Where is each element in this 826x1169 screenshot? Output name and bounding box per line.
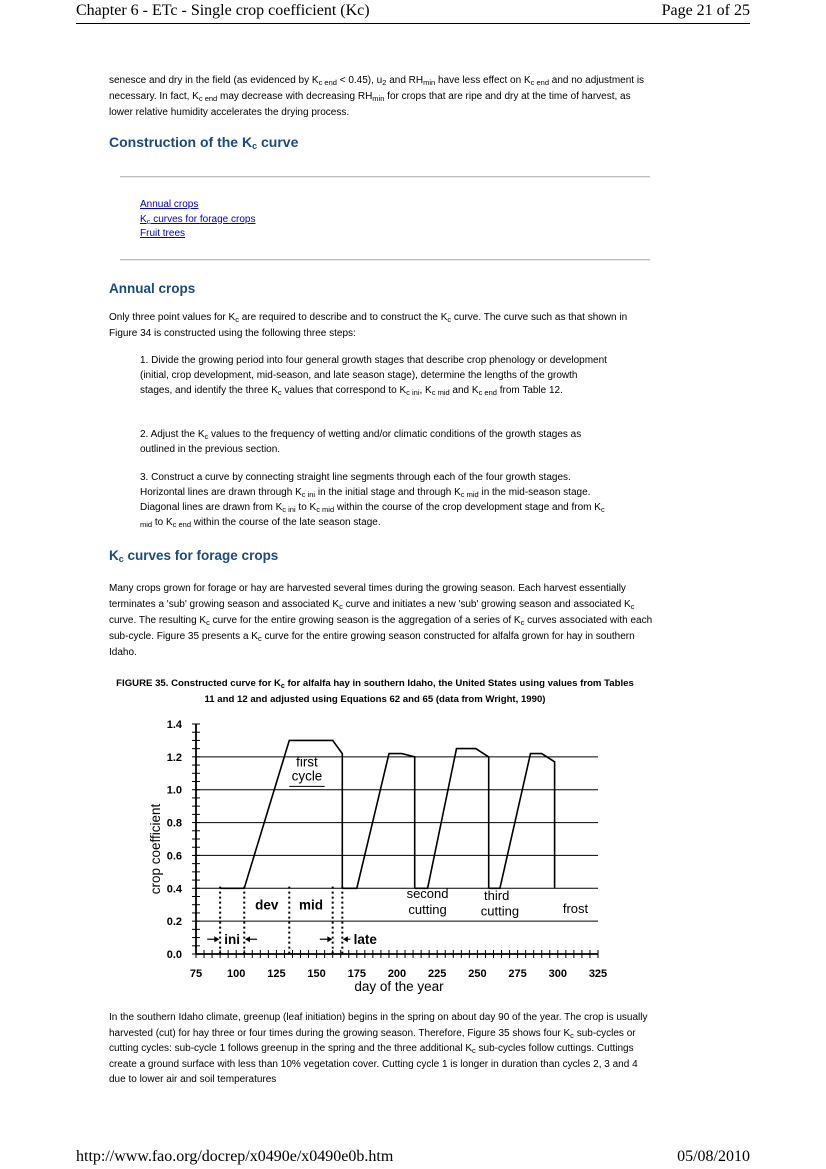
x-tick-label-9: 300 [548,968,567,980]
x-tick-label-3: 150 [307,968,326,980]
toc-link-fruit-trees[interactable]: Fruit trees [140,228,186,239]
late-arrowhead-left [327,936,332,942]
header-divider [76,23,750,24]
footer-date: 05/08/2010 [677,1148,750,1165]
toc-link-annual-crops[interactable]: Annual crops [140,199,199,210]
x-tick-label-10: 325 [588,968,608,980]
y-tick-label-4: 0.8 [166,817,182,830]
footer-url: http://www.fao.org/docrep/x0490e/x0490e0b.htm [76,1148,394,1165]
annotation-second-label: second [406,886,449,902]
y-axis-label: crop coefficient [148,803,163,895]
figure-caption: FIGURE 35. Constructed curve for $K_c$ for alfalfa hay in southern Idaho, the United States using values from Tables 11 and 12 and adjusted using Equations 62 and 65 (data from Wright, 1990) [116,678,634,705]
y-tick-label-7: 1.4 [166,719,182,731]
y-tick-label-3: 0.6 [166,850,182,863]
x-tick-label-5: 200 [387,968,407,980]
section-contents [140,198,255,242]
annotation-first-label: first [296,754,318,770]
annual-crops-heading: Annual crops [109,281,196,296]
x-tick-label-6: 225 [428,968,447,980]
section-rule-top [120,176,650,178]
series-2-line [342,754,414,889]
annotation-mid: mid [298,897,323,913]
annotation-cycle-label: cycle [291,768,323,784]
x-tick-label-0: 75 [189,968,203,980]
page-number: Page 21 of 25 [661,2,750,19]
annotation-frost: frost [562,900,589,916]
x-tick-label-8: 275 [508,968,527,980]
construction-heading: Construction of the $K_c$ curve [109,134,299,151]
forage-crops-heading: $K_c$ curves for forage crops [109,548,279,564]
x-axis-label: day of the year [354,979,444,994]
section-rule-bottom [120,259,650,261]
kc-curve-chart [140,714,620,1004]
closing-paragraph: In the southern Idaho climate, greenup (leaf initiation) begins in the spring on about day 90 of the year. The crop is usually harvested (cut) for hay three or four times during the growing season. Therefore, Figure 35 shows four $K_c$ sub-cycles or cutting cycles: sub-cycle 1 follows greenup in the spring and the three additional $K_c$ sub-cycles follow cuttings. Cuttings create a ground surface with less than 10% vegetation cover. Cutting cycle 1 is longer in duration than cycles 2, 3 and 4 due to lower air and soil temperatures [109,1012,648,1085]
x-tick-label-7: 250 [468,968,487,980]
y-tick-label-0: 0.0 [166,949,182,961]
y-tick-label-6: 1.2 [166,751,182,764]
annotation-ini: ini [224,932,241,948]
forage-crops-paragraph: Many crops grown for forage or hay are harvested several times during the growing season. Each harvest essentially terminates a 'sub' growing season and associated $K_c$ curve and initiates a new 'sub' growing season and associated $K_c$ curve. The resulting $K_c$ curve for the entire growing season is the aggregation of a series of $K_c$ curves associated with each sub-cycle. Figure 35 presents a $K_c$ curve for the entire growing season constructed for alfalfa grown for hay in southern Idaho. [109,583,653,658]
x-tick-label-2: 125 [267,968,286,980]
y-tick-label-5: 1.0 [166,784,182,797]
page-header-title: Chapter 6 - ETc - Single crop coefficient (Kc) [76,2,370,19]
series-3-line [415,749,489,889]
step-3-text: 3. Construct a curve by connecting straight line segments through each of the four growth stages. Horizontal lines are drawn through $K_{c ini}$ in the initial stage and through $K_{c mid}$ in the mid-season stage. Diagonal lines are drawn from $K_{c ini}$ to $K_{c mid}$ within the course of the crop development stage and from $K_{c mid}$ to $K_{c end}$ within the course of the late season stage. [140,472,605,529]
annotation-second-cutting: cutting [408,901,447,917]
step-1-text: 1. Divide the growing period into four general growth stages that describe crop phenology or development (initial, crop development, mid-season, and late season stage), determine the lengths of the growth stages, and identify the three $K_c$ values that correspond to $K_{c ini}$, $K_{c mid}$ and $K_{c end}$ from Table 12. [140,355,607,397]
x-tick-label-4: 175 [347,968,366,980]
intro-paragraph: senesce and dry in the field (as evidenced by $K_{c end} < 0.45$), $u_2$ and $RH_{min}$ have less effect on $K_{c end}$ and no adjustment is necessary. In fact, $K_{c end}$ may decrease with decreasing $RH_{min}$ for crops that are ripe and dry at the time of harvest, as lower relative humidity accelerates the drying process. [109,75,645,118]
series-1-line [220,740,342,888]
annual-crops-paragraph: Only three point values for $K_c$ are required to describe and to construct the $K_c$ curve. The curve such as that shown in Figure 34 is constructed using the following three steps: [109,312,628,339]
annotation-third-cutting: cutting [480,903,520,919]
y-tick-label-1: 0.2 [166,916,182,929]
toc-link-forage-crops[interactable]: $K_c$ curves for forage crops [140,213,256,226]
annotation-third-label: third [484,887,510,903]
step-2-text: 2. Adjust the $K_c$ values to the frequency of wetting and/or climatic conditions of the growth stages as outlined in the previous section. [140,429,582,455]
series-4-line [489,754,555,889]
x-tick-label-1: 100 [227,968,246,980]
y-tick-label-2: 0.4 [166,883,182,896]
ini-arrowhead-right [245,936,250,942]
annotation-dev: dev [255,897,279,913]
annotation-late: late [353,932,377,948]
ini-arrowhead-left [214,936,219,942]
